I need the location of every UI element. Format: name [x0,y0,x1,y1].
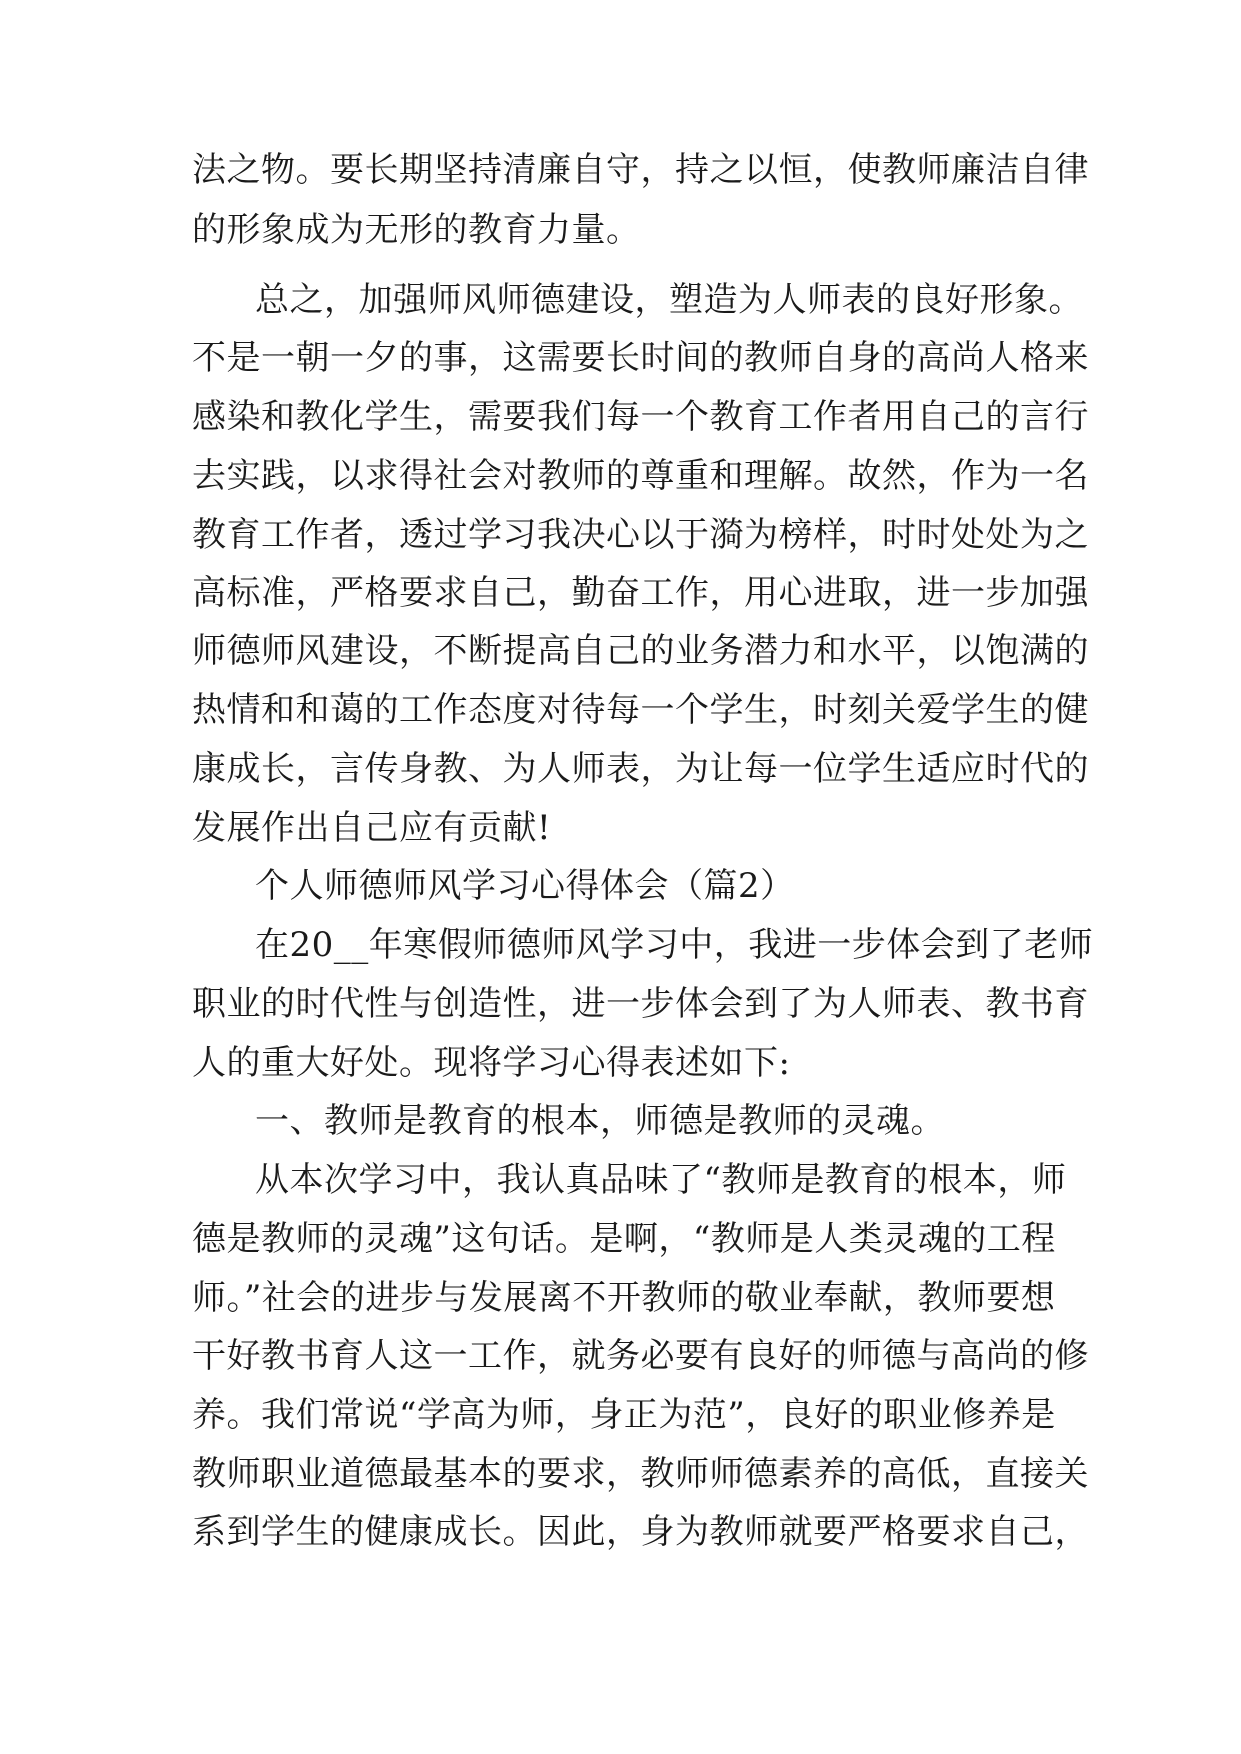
text-line: 去实践，以求得社会对教师的尊重和理解。故然，作为一名 [192,456,1089,496]
paragraph-start: 在20__年寒假师德师风学习中，我进一步体会到了老师 [255,925,1094,965]
text-line: 不是一朝一夕的事，这需要长时间的教师自身的高尚人格来 [192,338,1089,378]
text-line: 系到学生的健康成长。因此，身为教师就要严格要求自己， [192,1512,1089,1552]
text-line: 师德师风建设，不断提高自己的业务潜力和水平，以饱满的 [192,631,1089,671]
text-line: 教师职业道德最基本的要求，教师师德素养的高低，直接关 [192,1454,1089,1494]
text-line: 法之物。要长期坚持清廉自守，持之以恒，使教师廉洁自律 [192,150,1089,190]
text-line: 德是教师的灵魂”这句话。是啊，“教师是人类灵魂的工程 [192,1219,1056,1259]
subsection-heading: 一、教师是教育的根本，师德是教师的灵魂。 [255,1101,945,1141]
text-line: 师。”社会的进步与发展离不开教师的敬业奉献，教师要想 [192,1278,1056,1318]
paragraph-start: 从本次学习中，我认真品味了“教师是教育的根本，师 [255,1160,1067,1200]
text-line: 养。我们常说“学高为师，身正为范”，良好的职业修养是 [192,1395,1056,1435]
text-line: 康成长，言传身教、为人师表，为让每一位学生适应时代的 [192,749,1089,789]
text-line: 的形象成为无形的教育力量。 [192,210,641,250]
text-line: 职业的时代性与创造性，进一步体会到了为人师表、教书育 [192,984,1089,1024]
text-line: 感染和教化学生，需要我们每一个教育工作者用自己的言行 [192,397,1089,437]
text-line: 高标准，严格要求自己，勤奋工作，用心进取，进一步加强 [192,573,1089,613]
paragraph-start: 总之，加强师风师德建设，塑造为人师表的良好形象。 [255,280,1083,320]
text-line: 热情和和蔼的工作态度对待每一个学生，时刻关爱学生的健 [192,690,1089,730]
text-line: 教育工作者，透过学习我决心以于漪为榜样，时时处处为之 [192,515,1089,555]
section-heading: 个人师德师风学习心得体会（篇2） [255,866,795,906]
text-line: 人的重大好处。现将学习心得表述如下: [192,1043,791,1083]
text-line: 干好教书育人这一工作，就务必要有良好的师德与高尚的修 [192,1336,1089,1376]
text-line: 发展作出自己应有贡献! [192,808,552,848]
